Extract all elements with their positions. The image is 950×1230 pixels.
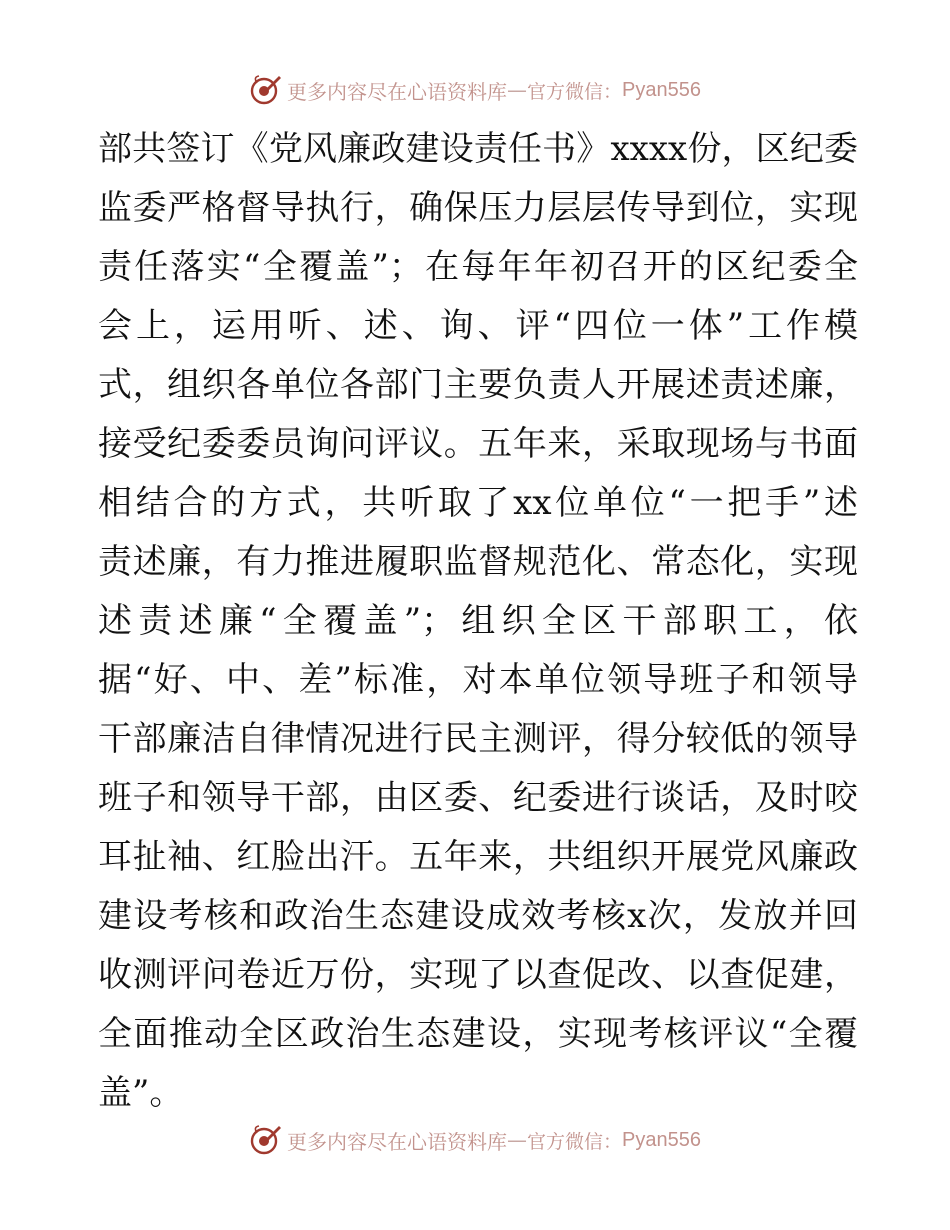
body-line: 收测评问卷近万份，实现了以查促改、以查促建， — [98, 955, 858, 995]
banner-wechat-handle: Pyan556 — [622, 78, 701, 101]
banner-wechat-label: 官方微信： — [527, 1130, 623, 1153]
banner-wechat-handle: Pyan556 — [622, 1128, 701, 1151]
footer-watermark-banner — [0, 1120, 950, 1160]
body-line: 监委严格督导执行，确保压力层层传导到位，实现 — [98, 188, 858, 228]
body-line: 式，组织各单位各部门主要负责人开展述责述廉， — [98, 365, 858, 405]
body-line: 责述廉，有力推进履职监督规范化、常态化，实现 — [98, 542, 858, 582]
body-line: 部共签订《党风廉政建设责任书》xxxx份，区纪委 — [98, 129, 858, 169]
body-line: 会上，运用听、述、询、评“四位一体”工作模 — [98, 306, 858, 346]
body-line: 干部廉洁自律情况进行民主测评，得分较低的领导 — [98, 719, 858, 759]
banner-separator: — — [507, 78, 527, 102]
banner-brand-text: 更多内容尽在心语资料库 — [287, 79, 507, 104]
body-line: 述责述廉“全覆盖”；组织全区干部职工，依 — [98, 601, 858, 641]
body-line: 盖”。 — [98, 1073, 184, 1113]
pen-circle-logo-icon — [249, 1123, 283, 1157]
body-line: 全面推动全区政治生态建设，实现考核评议“全覆 — [98, 1014, 858, 1054]
header-watermark-banner — [0, 70, 950, 110]
body-line: 班子和领导干部，由区委、纪委进行谈话，及时咬 — [98, 778, 858, 818]
body-line: 建设考核和政治生态建设成效考核x次，发放并回 — [98, 896, 858, 936]
body-line: 相结合的方式，共听取了xx位单位“一把手”述 — [98, 483, 858, 523]
document-body — [98, 120, 858, 1123]
banner-brand-text: 更多内容尽在心语资料库 — [287, 1129, 507, 1154]
body-line: 耳扯袖、红脸出汗。五年来，共组织开展党风廉政 — [98, 837, 858, 877]
banner-separator: — — [507, 1128, 527, 1152]
body-line: 据“好、中、差”标准，对本单位领导班子和领导 — [98, 660, 858, 700]
pen-circle-logo-icon — [249, 73, 283, 107]
banner-wechat-label: 官方微信： — [527, 80, 623, 103]
body-line: 接受纪委委员询问评议。五年来，采取现场与书面 — [98, 424, 858, 464]
body-line: 责任落实“全覆盖”；在每年年初召开的区纪委全 — [98, 247, 858, 287]
